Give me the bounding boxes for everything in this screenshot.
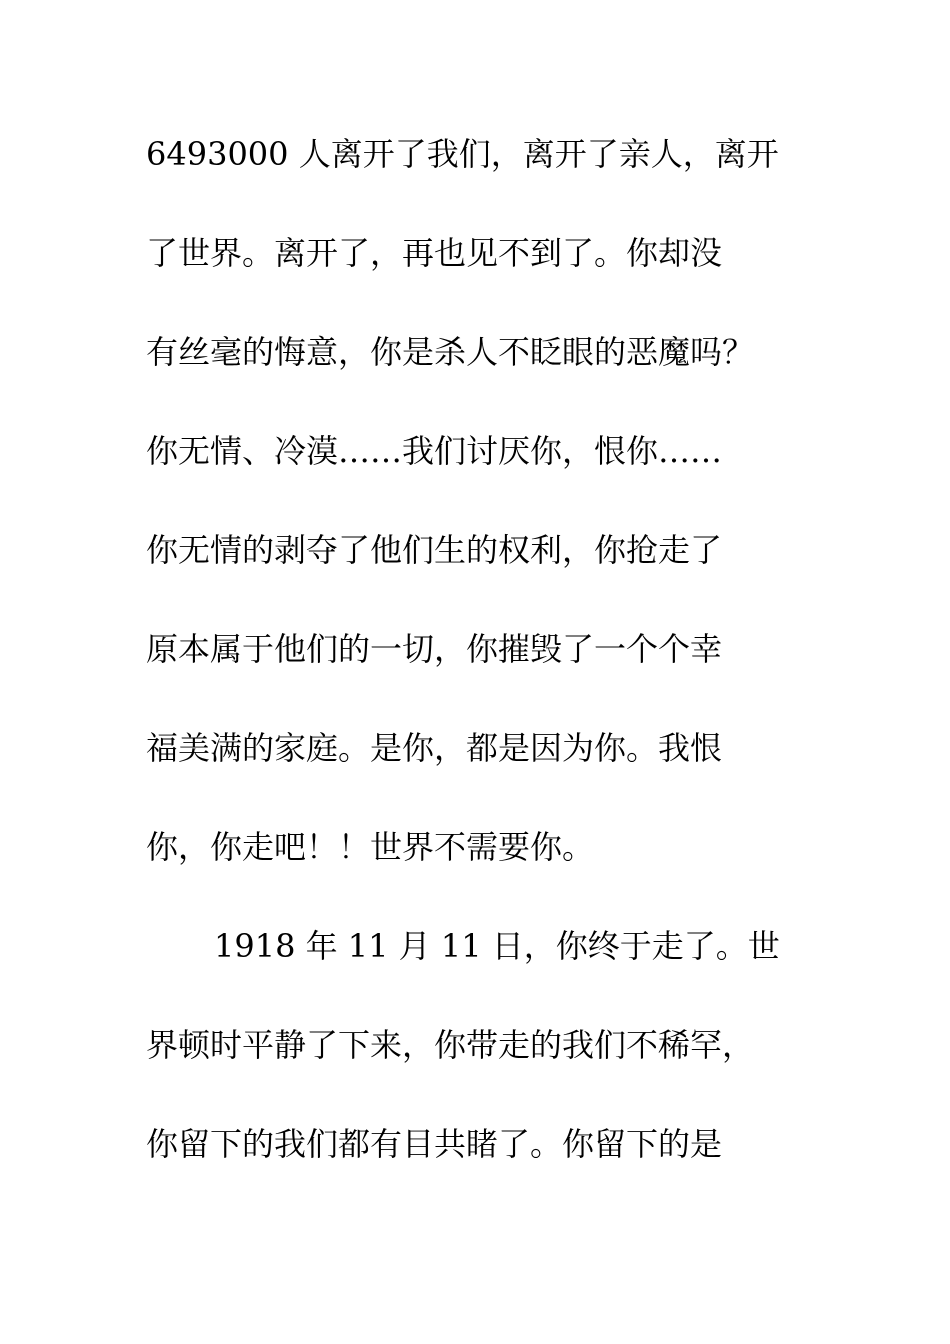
text-line-6: 原本属于他们的一切，你摧毁了一个个幸 xyxy=(146,630,723,668)
text-line-8: 你，你走吧！！世界不需要你。 xyxy=(146,828,595,866)
text-line-3: 有丝毫的悔意，你是杀人不眨眼的恶魔吗？ xyxy=(146,333,755,371)
text-line-10: 界顿时平静了下来，你带走的我们不稀罕， xyxy=(146,1026,755,1064)
text-line-9: 1918 年 11 月 11 日，你终于走了。世 xyxy=(214,927,780,965)
text-line-7: 福美满的家庭。是你，都是因为你。我恨 xyxy=(146,729,723,767)
text-line-2: 了世界。离开了，再也见不到了。你却没 xyxy=(146,234,723,272)
text-line-5: 你无情的剥夺了他们生的权利，你抢走了 xyxy=(146,531,723,569)
text-line-4: 你无情、冷漠……我们讨厌你，恨你…… xyxy=(146,432,723,470)
text-line-1: 6493000 人离开了我们，离开了亲人，离开 xyxy=(146,135,779,173)
document-body xyxy=(146,128,806,1217)
text-line-11: 你留下的我们都有目共睹了。你留下的是 xyxy=(146,1125,723,1163)
